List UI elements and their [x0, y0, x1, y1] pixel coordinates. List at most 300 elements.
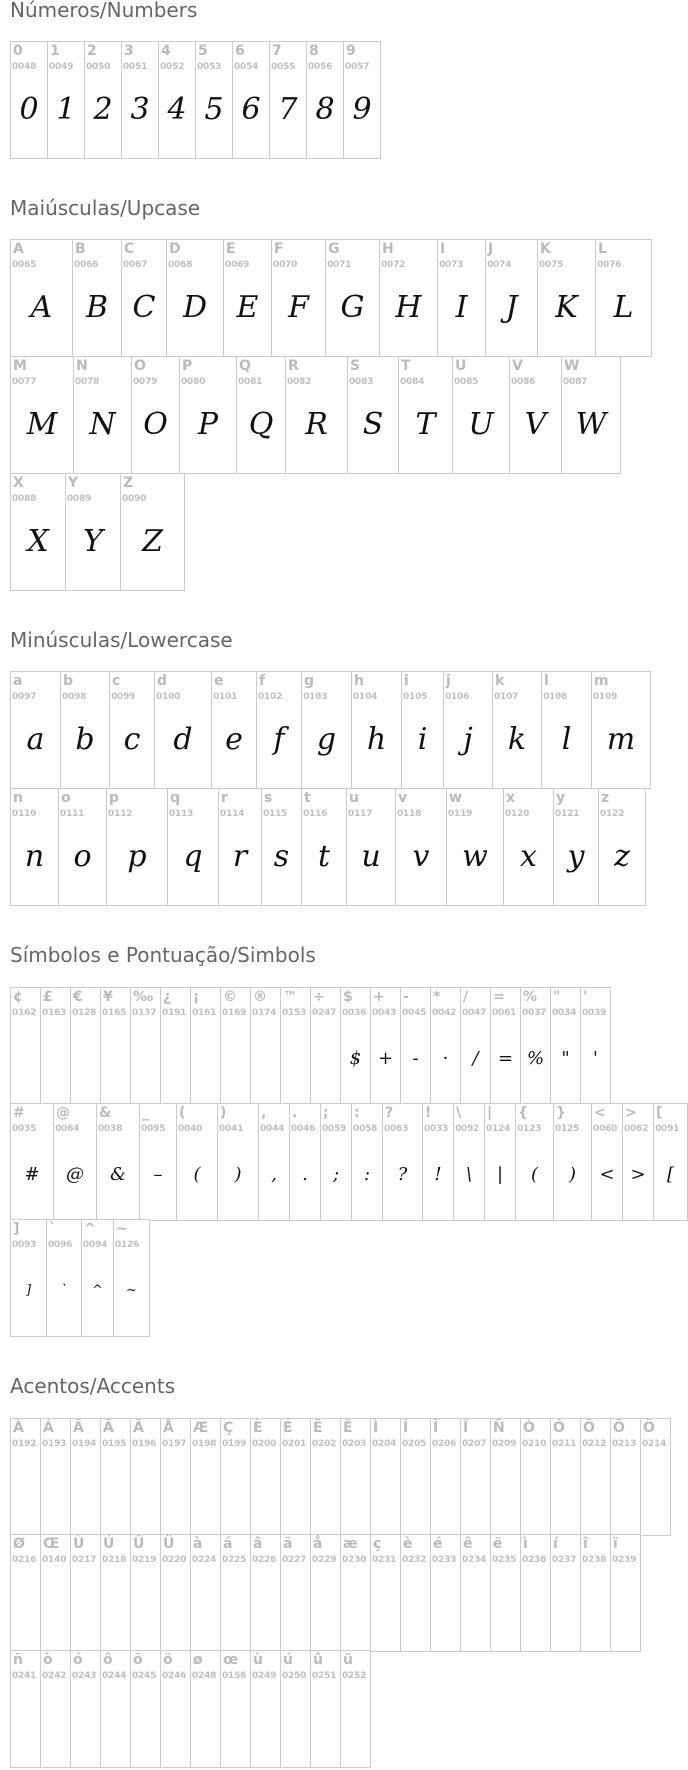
glyph-sample: a [26, 722, 45, 757]
glyph-code: 0195 [102, 1439, 127, 1449]
glyph-sample: e [225, 722, 243, 757]
glyph-char-label: Ï [463, 1420, 469, 1436]
glyph-code: 0123 [517, 1124, 542, 1134]
glyph-cell [280, 1418, 311, 1536]
glyph-code: 0103 [303, 692, 328, 702]
glyph-sample: T [415, 407, 436, 442]
glyph-char-label: [ [656, 1105, 663, 1121]
glyph-code: 0040 [178, 1124, 203, 1134]
glyph-sample: ` [60, 1283, 68, 1298]
glyph-cell [398, 356, 453, 474]
glyph-char-label: P [182, 358, 193, 374]
glyph-char-label: r [221, 790, 228, 806]
glyph-char-label: Ì [373, 1420, 379, 1436]
glyph-sample: l [561, 722, 572, 757]
glyph-code: 0055 [271, 62, 296, 72]
glyph-sample: r [232, 839, 248, 874]
glyph-sample: j [463, 722, 473, 757]
glyph-code: 0101 [213, 692, 238, 702]
glyph-code: 0045 [402, 1008, 427, 1018]
glyph-sample: P [197, 407, 219, 442]
glyph-code: 0153 [282, 1008, 307, 1018]
glyph-char-label: e [214, 673, 224, 689]
glyph-sample: t [317, 839, 331, 874]
glyph-char-label: R [288, 358, 299, 374]
glyph-char-label: x [506, 790, 516, 806]
glyph-row [10, 41, 380, 159]
glyph-cell [347, 356, 399, 474]
glyph-code: 0079 [133, 377, 158, 387]
glyph-char-label: w [449, 790, 462, 806]
glyph-code: 0218 [102, 1555, 127, 1565]
glyph-char-label: ' [583, 989, 588, 1005]
glyph-char-label: Ñ [493, 1420, 505, 1436]
glyph-cell [382, 1103, 423, 1221]
glyph-cell [47, 41, 85, 159]
glyph-code: 0046 [291, 1124, 316, 1134]
glyph-code: 0076 [597, 260, 622, 270]
glyph-row [10, 987, 610, 1105]
glyph-code: 0125 [555, 1124, 580, 1134]
glyph-char-label: È [253, 1420, 263, 1436]
glyph-cell [120, 473, 185, 591]
glyph-char-label: { [518, 1105, 528, 1121]
glyph-cell [60, 671, 110, 789]
glyph-cell [400, 1534, 431, 1652]
glyph-sample: G [340, 290, 365, 325]
glyph-code: 0091 [655, 1124, 680, 1134]
glyph-char-label: S [350, 358, 361, 374]
glyph-code: 0047 [462, 1008, 487, 1018]
glyph-cell [550, 1418, 581, 1536]
glyph-sample: Y [83, 524, 103, 559]
glyph-char-label: + [373, 989, 385, 1005]
glyph-char-label: ê [463, 1536, 473, 1552]
glyph-char-label: à [193, 1536, 203, 1552]
glyph-cell [422, 1103, 454, 1221]
glyph-code: 0250 [282, 1671, 307, 1681]
glyph-row [10, 1219, 149, 1337]
glyph-cell [10, 41, 48, 159]
glyph-char-label: Ô [583, 1420, 595, 1436]
glyph-char-label: ! [425, 1105, 432, 1121]
glyph-cell [400, 987, 431, 1105]
glyph-char-label: Î [433, 1420, 439, 1436]
glyph-sample: L [613, 290, 634, 325]
glyph-char-label: Ë [343, 1420, 353, 1436]
glyph-char-label: @ [56, 1105, 70, 1121]
glyph-code: 0231 [372, 1555, 397, 1565]
glyph-cell [10, 788, 59, 906]
glyph-char-label: ë [493, 1536, 503, 1552]
glyph-char-label: i [404, 673, 409, 689]
glyph-sample: ? [397, 1164, 408, 1185]
glyph-sample: B [85, 290, 109, 325]
glyph-sample: y [567, 839, 585, 874]
glyph-cell [437, 239, 486, 357]
glyph-code: 0086 [511, 377, 536, 387]
glyph-char-label: Ö [643, 1420, 655, 1436]
glyph-cell [269, 41, 307, 159]
glyph-char-label: è [403, 1536, 413, 1552]
glyph-code: 0089 [67, 494, 92, 504]
glyph-cell [460, 1534, 491, 1652]
glyph-cell [217, 1103, 259, 1221]
glyph-char-label: Ü [163, 1536, 175, 1552]
glyph-code: 0057 [345, 62, 370, 72]
glyph-code: 0102 [258, 692, 283, 702]
glyph-code: 0217 [72, 1555, 97, 1565]
glyph-cell [220, 1650, 251, 1768]
glyph-cell [430, 987, 461, 1105]
glyph-cell [70, 1650, 101, 1768]
glyph-code: 0049 [49, 62, 74, 72]
glyph-sample: 7 [278, 92, 298, 127]
glyph-code: 0120 [505, 809, 530, 819]
glyph-cell [280, 987, 311, 1105]
glyph-sample: H [395, 290, 422, 325]
glyph-code: 0066 [74, 260, 99, 270]
glyph-char-label: J [488, 241, 494, 257]
glyph-cell [490, 987, 521, 1105]
glyph-code: 0227 [282, 1555, 307, 1565]
glyph-char-label: K [540, 241, 551, 257]
glyph-code: 0052 [160, 62, 185, 72]
glyph-cell [340, 1650, 371, 1768]
glyph-cell [154, 671, 212, 789]
glyph-sample: h [366, 722, 387, 757]
glyph-char-label: W [564, 358, 580, 374]
glyph-cell [160, 1418, 191, 1536]
glyph-cell [310, 1650, 341, 1768]
glyph-code: 0241 [12, 1671, 37, 1681]
glyph-code: 0238 [582, 1555, 607, 1565]
glyph-char-label: ù [253, 1652, 263, 1668]
glyph-row [10, 671, 650, 789]
glyph-row [10, 473, 184, 591]
glyph-cell [343, 41, 381, 159]
glyph-code: 0038 [98, 1124, 123, 1134]
glyph-char-label: 0 [13, 43, 23, 59]
glyph-sample: # [24, 1164, 40, 1185]
glyph-cell [220, 987, 251, 1105]
glyph-sample: I [455, 290, 468, 325]
glyph-sample: F [288, 290, 309, 325]
glyph-sample: M [26, 407, 58, 442]
glyph-code: 0226 [252, 1555, 277, 1565]
glyph-cell [10, 1219, 47, 1337]
glyph-char-label: a [13, 673, 23, 689]
glyph-sample: · [442, 1048, 449, 1069]
glyph-cell [232, 41, 270, 159]
glyph-cell [40, 1650, 71, 1768]
glyph-sample: x [520, 839, 537, 874]
glyph-cell [106, 788, 168, 906]
glyph-code: 0233 [432, 1555, 457, 1565]
glyph-code: 0060 [593, 1124, 618, 1134]
glyph-sample: [ [666, 1164, 675, 1185]
glyph-cell [100, 1418, 131, 1536]
glyph-cell [113, 1219, 150, 1337]
glyph-code: 0042 [432, 1008, 457, 1018]
glyph-cell [160, 987, 191, 1105]
glyph-char-label: ~ [116, 1221, 128, 1237]
glyph-code: 0198 [192, 1439, 217, 1449]
glyph-cell [340, 987, 371, 1105]
glyph-char-label: Y [68, 475, 79, 491]
glyph-char-label: z [601, 790, 610, 806]
glyph-sample: ] [25, 1283, 32, 1298]
glyph-code: 0072 [381, 260, 406, 270]
glyph-code: 0051 [123, 62, 148, 72]
glyph-sample: ^ [92, 1283, 103, 1298]
glyph-cell [537, 239, 596, 357]
glyph-code: 0196 [132, 1439, 157, 1449]
glyph-cell [84, 41, 122, 159]
glyph-cell [130, 1418, 161, 1536]
glyph-code: 0163 [42, 1008, 67, 1018]
glyph-cell [211, 671, 257, 789]
glyph-char-label: â [253, 1536, 263, 1552]
glyph-code: 0064 [55, 1124, 80, 1134]
glyph-char-label: / [463, 989, 469, 1005]
glyph-cell [121, 239, 167, 357]
glyph-sample: ; [332, 1164, 340, 1185]
glyph-row [10, 1103, 687, 1221]
glyph-sample: k [507, 722, 527, 757]
glyph-sample: ! [434, 1164, 442, 1185]
glyph-sample: K [555, 290, 578, 325]
glyph-cell [520, 1534, 551, 1652]
glyph-char-label: ; [323, 1105, 329, 1121]
glyph-code: 0043 [372, 1008, 397, 1018]
glyph-sample: @ [66, 1164, 84, 1185]
glyph-cell [10, 1103, 54, 1221]
glyph-code: 0036 [342, 1008, 367, 1018]
glyph-char-label: ÷ [313, 989, 325, 1005]
glyph-char-label: H [382, 241, 394, 257]
glyph-cell [250, 1650, 281, 1768]
glyph-row [10, 1534, 640, 1652]
glyph-char-label: í [553, 1536, 558, 1552]
glyph-cell [310, 1418, 341, 1536]
glyph-char-label: F [274, 241, 284, 257]
glyph-code: 0174 [252, 1008, 277, 1018]
glyph-char-label: ^ [84, 1221, 96, 1237]
glyph-cell [53, 1103, 97, 1221]
glyph-sample: W [575, 407, 607, 442]
glyph-sample: 8 [315, 92, 335, 127]
glyph-code: 0194 [72, 1439, 97, 1449]
glyph-code: 0085 [454, 377, 479, 387]
glyph-row [10, 1650, 370, 1768]
glyph-char-label: . [292, 1105, 298, 1121]
glyph-code: 0225 [222, 1555, 247, 1565]
glyph-cell [490, 1418, 521, 1536]
glyph-sample: X [27, 524, 49, 559]
glyph-char-label: q [170, 790, 181, 806]
glyph-code: 0229 [312, 1555, 337, 1565]
glyph-code: 0115 [263, 809, 288, 819]
glyph-cell [10, 239, 73, 357]
glyph-cell [395, 788, 447, 906]
glyph-code: 0035 [12, 1124, 37, 1134]
glyph-char-label: ® [253, 989, 267, 1005]
glyph-char-label: c [112, 673, 121, 689]
glyph-char-label: á [223, 1536, 233, 1552]
glyph-sample: 1 [56, 92, 76, 127]
glyph-code: 0199 [222, 1439, 247, 1449]
glyph-sample: U [468, 407, 494, 442]
glyph-code: 0088 [12, 494, 37, 504]
glyph-sample: E [236, 290, 259, 325]
glyph-cell [301, 671, 352, 789]
glyph-sample: > [630, 1164, 646, 1185]
glyph-code: 0078 [75, 377, 100, 387]
glyph-sample: w [462, 839, 488, 874]
glyph-code: 0075 [539, 260, 564, 270]
glyph-code: 0033 [424, 1124, 449, 1134]
glyph-char-label: V [512, 358, 523, 374]
glyph-sample: % [526, 1048, 545, 1069]
glyph-code: 0246 [162, 1671, 187, 1681]
glyph-code: 0212 [582, 1439, 607, 1449]
glyph-code: 0210 [522, 1439, 547, 1449]
glyph-cell [460, 987, 491, 1105]
glyph-char-label: k [495, 673, 505, 689]
glyph-code: 0113 [169, 809, 194, 819]
glyph-cell [167, 788, 219, 906]
glyph-char-label: Ø [13, 1536, 25, 1552]
glyph-cell [70, 1418, 101, 1536]
glyph-char-label: Á [43, 1420, 54, 1436]
glyph-cell [100, 1650, 131, 1768]
glyph-char-label: € [73, 989, 83, 1005]
glyph-char-label: G [328, 241, 340, 257]
section-title-upcase: Maiúsculas/Upcase [10, 196, 201, 220]
glyph-code: 0116 [303, 809, 328, 819]
glyph-char-label: Z [123, 475, 134, 491]
glyph-cell [160, 1650, 191, 1768]
glyph-cell [179, 356, 237, 474]
glyph-cell [370, 1534, 401, 1652]
glyph-code: 0205 [402, 1439, 427, 1449]
glyph-sample: = [497, 1048, 514, 1069]
glyph-sample: 3 [130, 92, 150, 127]
glyph-char-label: ø [193, 1652, 203, 1668]
glyph-cell [400, 1418, 431, 1536]
glyph-cell [139, 1103, 177, 1221]
glyph-code: 0214 [642, 1439, 667, 1449]
glyph-code: 0082 [287, 377, 312, 387]
glyph-sample: 0 [19, 92, 39, 127]
glyph-cell [541, 671, 592, 789]
glyph-code: 0041 [219, 1124, 244, 1134]
glyph-code: 0248 [192, 1671, 217, 1681]
glyph-char-label: Õ [613, 1420, 625, 1436]
glyph-char-label: y [556, 790, 566, 806]
glyph-sample: C [132, 290, 156, 325]
glyph-cell [446, 788, 504, 906]
glyph-cell [640, 1418, 671, 1536]
glyph-char-label: Ù [73, 1536, 85, 1552]
glyph-code: 0104 [353, 692, 378, 702]
glyph-sample: b [75, 722, 95, 757]
glyph-code: 0081 [238, 377, 263, 387]
glyph-char-label: æ [343, 1536, 358, 1552]
glyph-char-label: j [446, 673, 451, 689]
glyph-cell [250, 1534, 281, 1652]
glyph-row [10, 356, 620, 474]
glyph-cell [190, 1650, 221, 1768]
glyph-char-label: M [13, 358, 27, 374]
glyph-code: 0247 [312, 1008, 337, 1018]
glyph-cell [130, 1534, 161, 1652]
glyph-char-label: õ [133, 1652, 143, 1668]
glyph-char-label: 8 [309, 43, 319, 59]
glyph-char-label: ¡ [193, 989, 200, 1005]
glyph-cell [223, 239, 272, 357]
glyph-char-label: ™ [283, 989, 297, 1005]
glyph-code: 0097 [12, 692, 37, 702]
glyph-char-label: Û [133, 1536, 145, 1552]
glyph-char-label: ì [523, 1536, 528, 1552]
glyph-char-label: Â [73, 1420, 84, 1436]
glyph-code: 0203 [342, 1439, 367, 1449]
glyph-code: 0054 [234, 62, 259, 72]
glyph-char-label: } [556, 1105, 566, 1121]
glyph-sample: Q [248, 407, 274, 442]
glyph-char-label: ï [613, 1536, 618, 1552]
glyph-char-label: E [226, 241, 236, 257]
glyph-code: 0165 [102, 1008, 127, 1018]
glyph-cell [591, 1103, 623, 1221]
glyph-cell [379, 239, 438, 357]
glyph-char-label: b [63, 673, 74, 689]
glyph-char-label: © [223, 989, 237, 1005]
glyph-char-label: s [264, 790, 273, 806]
glyph-char-label: * [433, 989, 441, 1005]
glyph-code: 0235 [492, 1555, 517, 1565]
glyph-code: 0034 [552, 1008, 577, 1018]
glyph-cell [515, 1103, 554, 1221]
glyph-code: 0236 [522, 1555, 547, 1565]
glyph-cell [595, 239, 652, 357]
glyph-cell [100, 987, 131, 1105]
glyph-cell [550, 987, 581, 1105]
glyph-cell [492, 671, 542, 789]
glyph-code: 0058 [353, 1124, 378, 1134]
glyph-code: 0050 [86, 62, 111, 72]
glyph-code: 0067 [123, 260, 148, 270]
glyph-sample: < [599, 1164, 615, 1185]
glyph-sample: : [363, 1164, 371, 1185]
glyph-code: 0077 [12, 377, 37, 387]
glyph-char-label: $ [343, 989, 353, 1005]
glyph-char-label: 1 [50, 43, 60, 59]
glyph-code: 0252 [342, 1671, 367, 1681]
glyph-sample: 5 [204, 92, 224, 127]
glyph-code: 0111 [60, 809, 85, 819]
glyph-cell [40, 1534, 71, 1652]
section-title-numbers: Números/Numbers [10, 0, 198, 22]
glyph-code: 0048 [12, 62, 37, 72]
glyph-char-label: 3 [124, 43, 134, 59]
glyph-code: 0140 [42, 1555, 67, 1565]
glyph-cell [401, 671, 444, 789]
glyph-cell [598, 788, 646, 906]
glyph-cell [131, 356, 180, 474]
